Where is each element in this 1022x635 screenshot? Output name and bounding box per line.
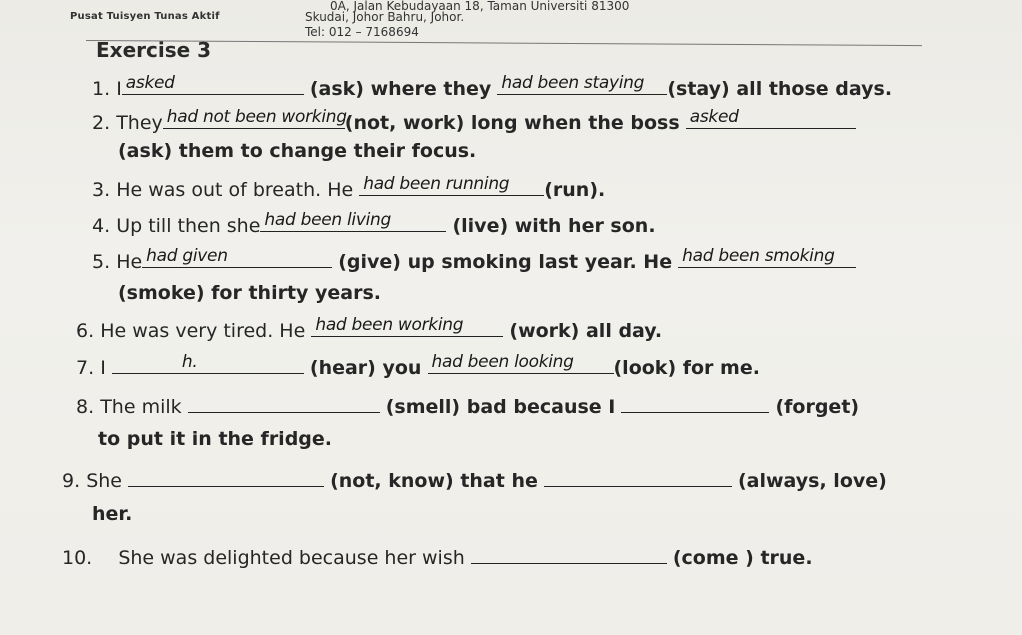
- header-address-line: 0A, Jalan Kebudayaan 18, Taman Universiti 81300: [330, 0, 630, 13]
- header-organization: Pusat Tuisyen Tunas Aktif: [70, 11, 220, 22]
- answer-blank[interactable]: asked: [686, 108, 856, 129]
- question-1: 1. I asked (ask) where they had been staying (stay) all those days.: [92, 73, 893, 100]
- answer-blank[interactable]: had been smoking: [678, 247, 856, 268]
- answer-blank[interactable]: had been working: [311, 316, 503, 337]
- question-5: 5. He had given (give) up smoking last year. He had been smoking: [92, 247, 856, 273]
- answer-blank[interactable]: [621, 392, 769, 413]
- header-divider: [86, 40, 922, 46]
- question-9: 9. She (not, know) that he (always, love): [62, 466, 887, 492]
- header-city: Skudai, Johor Bahru, Johor.: [305, 10, 465, 24]
- question-2: 2. They had not been working (not, work) long when the boss asked: [92, 108, 856, 134]
- question-2-continued: (ask) them to change their focus.: [118, 140, 477, 162]
- answer-blank[interactable]: had given: [142, 247, 332, 268]
- question-8: 8. The milk (smell) bad because I (forget): [76, 392, 859, 418]
- question-4: 4. Up till then she had been living (live) with her son.: [92, 210, 656, 237]
- question-6: 6. He was very tired. He had been working (work) all day.: [76, 315, 663, 342]
- answer-blank[interactable]: had been looking: [428, 353, 614, 374]
- exercise-title: Exercise 3: [96, 38, 212, 62]
- question-3: 3. He was out of breath. He had been running (run).: [92, 174, 606, 201]
- answer-blank[interactable]: had not been working: [163, 108, 345, 129]
- answer-blank[interactable]: h.: [112, 353, 304, 374]
- answer-blank[interactable]: [128, 466, 324, 487]
- question-9-continued: her.: [92, 503, 133, 525]
- question-5-continued: (smoke) for thirty years.: [118, 282, 382, 304]
- question-10: 10. She was delighted because her wish (come ) true.: [62, 543, 813, 569]
- answer-blank[interactable]: had been staying: [497, 74, 667, 95]
- answer-blank[interactable]: had been living: [260, 211, 446, 232]
- header-telephone: Tel: 012 – 7168694: [305, 25, 419, 39]
- question-8-continued: to put it in the fridge.: [98, 428, 333, 450]
- answer-blank[interactable]: had been running: [359, 175, 544, 196]
- answer-blank[interactable]: asked: [122, 74, 304, 95]
- answer-blank[interactable]: [188, 392, 380, 413]
- answer-blank[interactable]: [471, 543, 667, 564]
- answer-blank[interactable]: [544, 466, 732, 487]
- question-7: 7. I h. (hear) you had been looking (look) for me.: [76, 352, 760, 379]
